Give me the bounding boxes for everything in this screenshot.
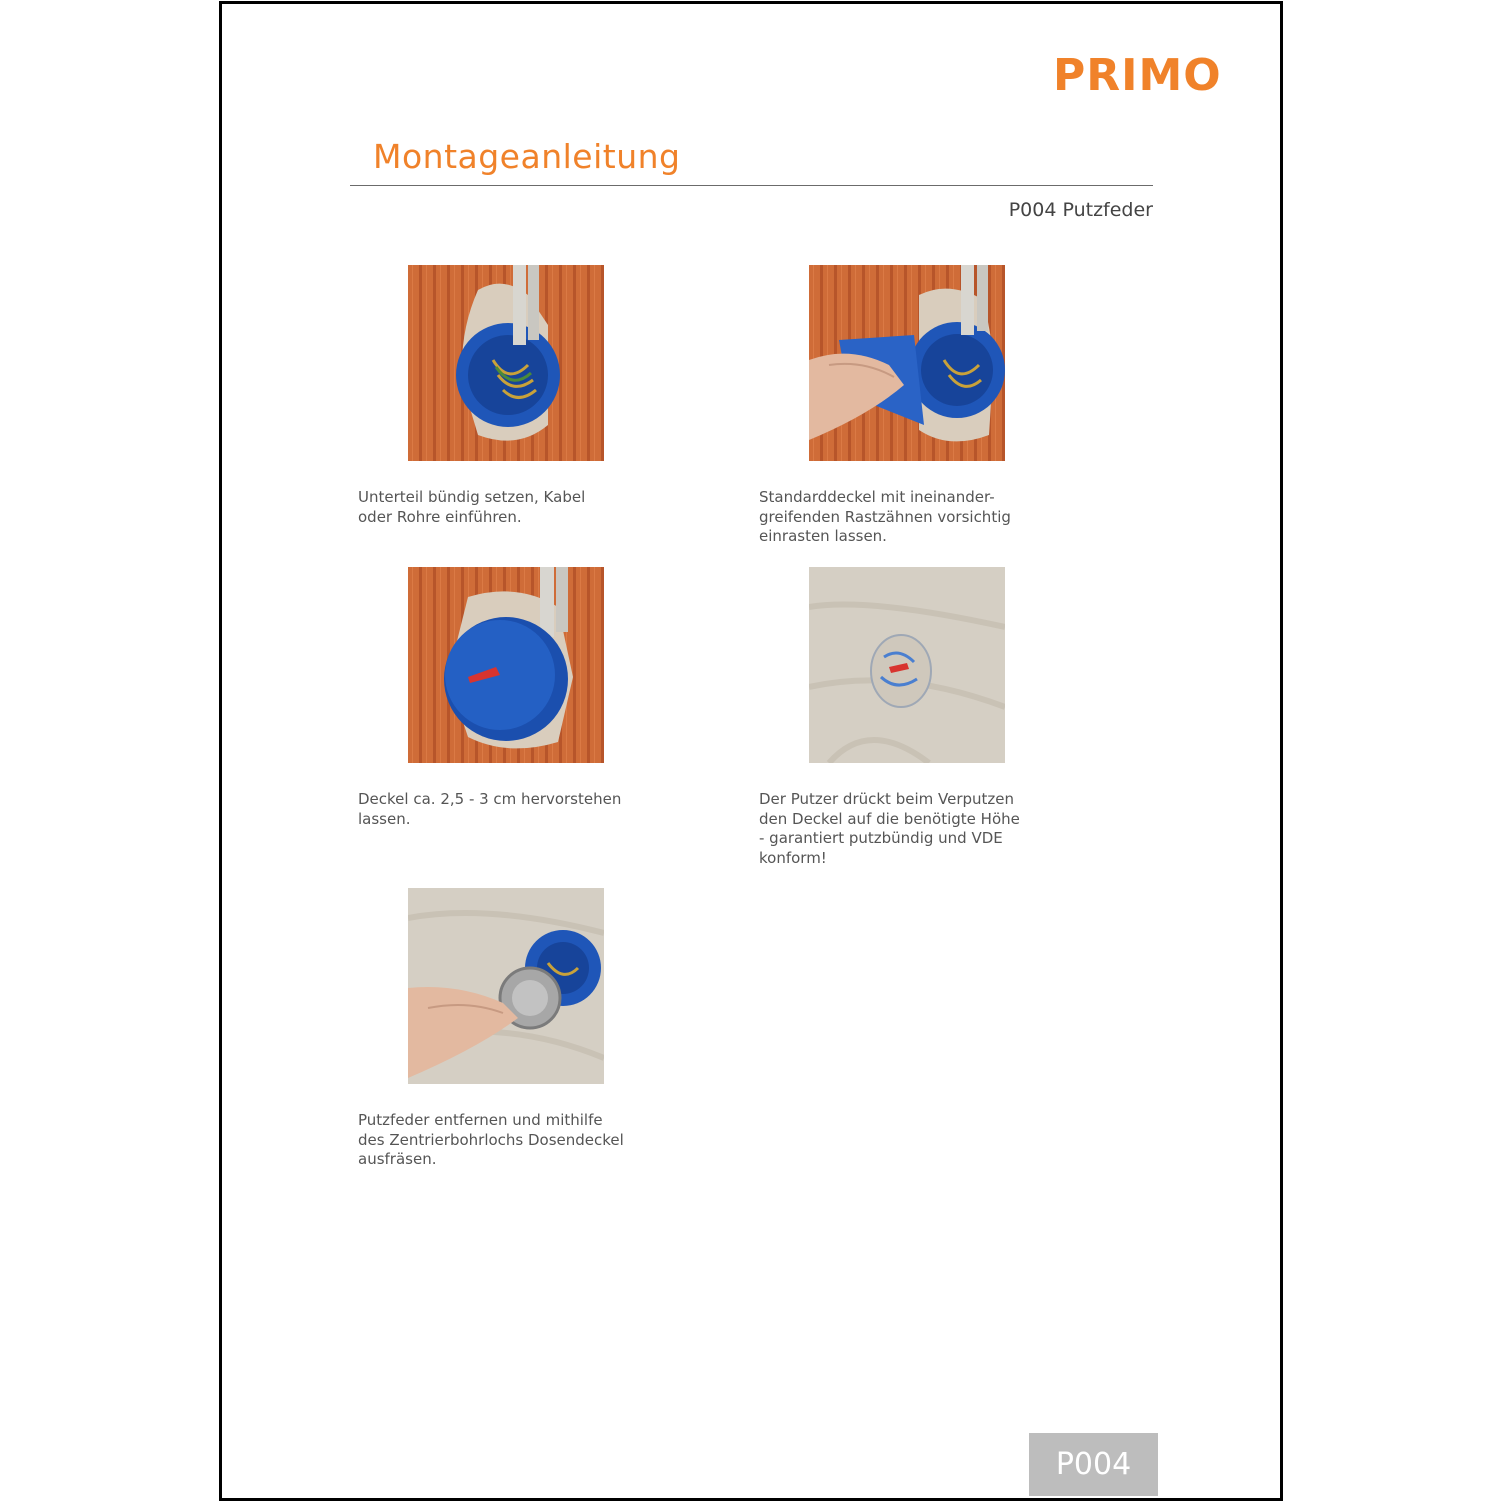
step-5-caption: Putzfeder entfernen und mithilfe des Zentrierbohrlochs Dosendeckel ausfräsen. xyxy=(358,1111,624,1168)
page-title: Montageanleitung xyxy=(373,137,681,176)
step-3-photo xyxy=(408,567,604,763)
step-2-caption: Standarddeckel mit ineinander- greifenden Rastzähnen vorsichtig einrasten lassen. xyxy=(759,488,1011,545)
footer-product-badge xyxy=(1029,1433,1158,1496)
step-1-caption: Unterteil bündig setzen, Kabel oder Rohre einführen. xyxy=(358,488,586,526)
step-4-caption: Der Putzer drückt beim Verputzen den Deckel auf die benötigte Höhe - garantiert putzbündig und VDE konform! xyxy=(759,790,1020,867)
brand-logo: PRIMO xyxy=(1053,50,1222,101)
step-2-photo xyxy=(809,265,1005,461)
product-subtitle: P004 Putzfeder xyxy=(1008,199,1153,221)
title-divider xyxy=(350,185,1153,186)
footer-product-label: P004 xyxy=(1055,1447,1132,1482)
step-5-photo xyxy=(408,888,604,1084)
step-4-photo xyxy=(809,567,1005,763)
step-3-caption: Deckel ca. 2,5 - 3 cm hervorstehen lassen. xyxy=(358,790,622,828)
document-page xyxy=(219,1,1283,1501)
step-1-photo xyxy=(408,265,604,461)
